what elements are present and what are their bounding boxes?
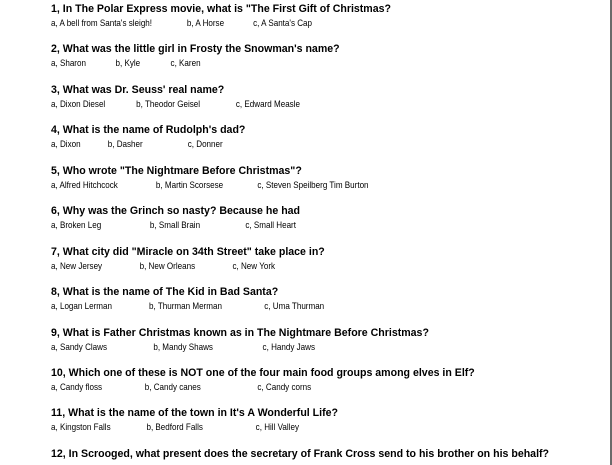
question-3 — [51, 84, 607, 110]
answer-c: c, Handy Jaws — [262, 341, 315, 352]
answer-a: a, Alfred Hitchcock — [51, 179, 118, 190]
answer-b: b, Thurman Merman — [149, 300, 222, 311]
question-text: 11, What is the name of the town in It's A Wonderful Life? — [51, 407, 338, 419]
question-text: 9, What is Father Christmas known as in The Nightmare Before Christmas? — [51, 327, 429, 339]
answer-b: b, New Orleans — [139, 260, 196, 271]
question-7 — [51, 246, 607, 272]
answer-row — [51, 381, 529, 393]
answer-b: b, Kyle — [115, 57, 141, 68]
question-text: 8, What is the name of The Kid in Bad Santa? — [51, 286, 279, 298]
answer-c: c, Donner — [187, 138, 223, 149]
answer-a: a, Dixon Diesel — [51, 98, 106, 109]
question-text: 4, What is the name of Rudolph's dad? — [51, 124, 246, 136]
answer-b: b, Bedford Falls — [146, 421, 203, 432]
question-12 — [51, 448, 607, 461]
question-text: 5, Who wrote "The Nightmare Before Christmas"? — [51, 165, 302, 177]
answer-c: c, Steven Speilberg Tim Burton — [257, 179, 369, 190]
answer-b: b, A Horse — [186, 17, 225, 28]
answer-a: a, Sandy Claws — [51, 341, 108, 352]
question-text: 6, Why was the Grinch so nasty? Because he had — [51, 205, 301, 217]
answer-a: a, Sharon — [51, 57, 86, 68]
question-11 — [51, 407, 607, 433]
question-9 — [51, 327, 607, 353]
answer-c: c, A Santa's Cap — [253, 17, 313, 28]
answer-b: b, Dasher — [107, 138, 143, 149]
answer-row — [51, 17, 529, 29]
answer-a: a, New Jersey — [51, 260, 103, 271]
answer-c: c, Karen — [170, 57, 201, 68]
question-1 — [51, 3, 607, 29]
answer-b: b, Theodor Geisel — [136, 98, 201, 109]
answer-row — [51, 57, 529, 69]
question-5 — [51, 165, 607, 191]
question-2 — [51, 43, 607, 69]
answer-b: b, Candy canes — [144, 381, 201, 392]
answer-a: a, Dixon — [51, 138, 81, 149]
answer-c: c, New York — [232, 260, 276, 271]
answer-c: c, Hill Valley — [255, 421, 299, 432]
answer-row — [51, 421, 529, 433]
question-4 — [51, 124, 607, 150]
question-text: 12, In Scrooged, what present does the secretary of Frank Cross send to his brother on his behalf? — [51, 448, 550, 460]
answer-row — [51, 219, 529, 231]
question-text: 7, What city did "Miracle on 34th Street" take place in? — [51, 246, 325, 258]
answer-c: c, Edward Measle — [235, 98, 300, 109]
answer-row — [51, 260, 529, 272]
answer-b: b, Small Brain — [149, 219, 201, 230]
answer-a: a, Candy floss — [51, 381, 103, 392]
answer-row — [51, 341, 529, 353]
question-10 — [51, 367, 607, 393]
question-8 — [51, 286, 607, 312]
answer-row — [51, 98, 529, 110]
answer-c: c, Small Heart — [245, 219, 296, 230]
question-text: 10, Which one of these is NOT one of the four main food groups among elves in Elf? — [51, 367, 475, 379]
answer-a: a, Broken Leg — [51, 219, 102, 230]
answer-row — [51, 300, 529, 312]
answer-b: b, Mandy Shaws — [153, 341, 213, 352]
answer-b: b, Martin Scorsese — [155, 179, 224, 190]
question-text: 3, What was Dr. Seuss' real name? — [51, 84, 225, 96]
answer-row — [51, 138, 529, 150]
question-text: 1, In The Polar Express movie, what is "The First Gift of Christmas? — [51, 3, 391, 15]
question-text: 2, What was the little girl in Frosty the Snowman's name? — [51, 43, 340, 55]
answer-a: a, A bell from Santa's sleigh! — [51, 17, 153, 28]
answer-c: c, Candy corns — [257, 381, 312, 392]
answer-a: a, Logan Lerman — [51, 300, 112, 311]
answer-c: c, Uma Thurman — [264, 300, 325, 311]
answer-a: a, Kingston Falls — [51, 421, 111, 432]
question-6 — [51, 205, 607, 231]
answer-row — [51, 179, 529, 191]
